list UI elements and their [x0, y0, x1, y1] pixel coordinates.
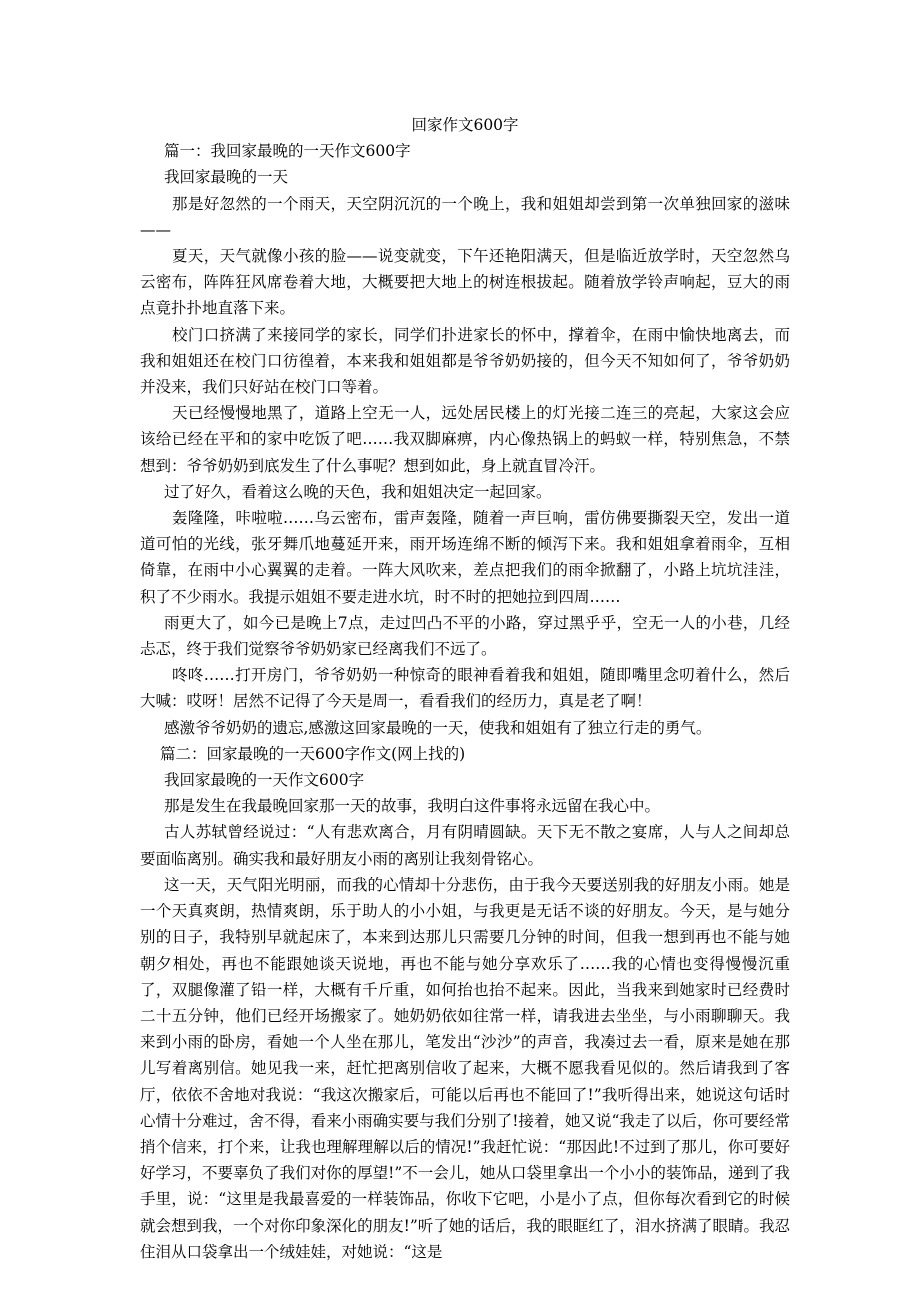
document-title: 回家作文600字	[411, 116, 519, 134]
paragraph: 我回家最晚的一天作文600字	[164, 771, 365, 790]
paragraph: 这一天，天气阳光明丽，而我的心情却十分悲伤，由于我今天要送别我的好朋友小雨。她是一个天真爽朗，热情爽朗，乐于助人的小小姐，与我更是无话不谈的好朋友。今天，是与她分别的日子，我特别早就起床了，本来到达那儿只需要几分钟的时间，但我一想到再也不能与她朝夕相处，再也不能跟她谈天说地，再也不能与她分享欢乐了……我的心情也变得慢慢沉重了，双腿像灌了铅一样，大概有千斤重，如何抬也抬不起来。因此，当我来到她家时已经费时二十五分钟，他们已经开场搬家了。她奶奶依如往常一样，请我进去坐坐，与小雨聊聊天。我来到小雨的卧房，看她一个人坐在那儿，笔发出“沙沙”的声音，我凑过去一看，原来是她在那儿写着离别信。她见我一来，赶忙把离别信收了起来，大概不愿我看见似的。然后请我到了客厅，依依不舍地对我说：“我这次搬家后，可能以后再也不能回了!”我听得出来，她说这句话时心情十分难过，舍不得，看来小雨确实要与我们分别了!接着，她又说“我走了以后，你可要经常捎个信来，打个来，让我也理解理解以后的情况!”我赶忙说：“那因此!不过到了那儿，你可要好好学习，不要辜负了我们对你的厚望!”不一会儿，她从口袋里拿出一个小小的装饰品，递到了我手里，说：“这里是我最喜爱的一样装饰品，你收下它吧，小是小了点，但你每次看到它的时候就会想到我，一个对你印象深化的朋友!”听了她的话后，我的眼眶红了，泪水挤满了眼睛。我忍住泪从口袋拿出一个绒娃娃，对她说：“这是	[140, 875, 790, 1261]
paragraph: 夏天，天气就像小孩的脸——说变就变，下午还艳阳满天，但是临近放学时，天空忽然乌云密布，阵阵狂风席卷着大地，大概要把大地上的树连根拔起。随着放学铃声响起，豆大的雨点竟扑扑地直落下来。	[140, 247, 790, 318]
document-page	[140, 112, 790, 1265]
paragraph: 我回家最晚的一天	[164, 168, 289, 187]
paragraph: 篇二：回家最晚的一天600字作文(网上找的)	[160, 744, 466, 763]
paragraph: 感激爷爷奶奶的遗忘,感激这回家最晚的一天，使我和姐姐有了独立行走的勇气。	[164, 718, 712, 737]
paragraph: 古人苏轼曾经说过：“人有悲欢离合，月有阴晴圆缺。天下无不散之宴席，人与人之间却总要面临离别。确实我和最好朋友小雨的离别让我刻骨铭心。	[140, 823, 790, 868]
document-body	[140, 138, 790, 1265]
paragraph: 校门口挤满了来接同学的家长，同学们扑进家长的怀中，撑着伞，在雨中愉快地离去，而我和姐姐还在校门口彷徨着，本来我和姐姐都是爷爷奶奶接的，但今天不知如何了，爷爷奶奶并没来，我们只好站在校门口等着。	[140, 325, 790, 397]
paragraph: 轰隆隆，咔啦啦……乌云密布，雷声轰隆，随着一声巨响，雷仿佛要撕裂天空，发出一道道可怕的光线，张牙舞爪地蔓延开来，雨开场连绵不断的倾泻下来。我和姐姐拿着雨伞，互相倚靠，在雨中小心翼翼的走着。一阵大风吹来，差点把我们的雨伞掀翻了，小路上坑坑洼洼，积了不少雨水。我提示姐姐不要走进水坑，时不时的把她拉到四周……	[140, 509, 790, 606]
paragraph: 那是发生在我最晚回家那一天的故事，我明白这件事将永远留在我心中。	[164, 797, 661, 816]
paragraph: 天已经慢慢地黑了，道路上空无一人，远处居民楼上的灯光接二连三的亮起，大家这会应该给已经在平和的家中吃饭了吧……我双脚麻痹，内心像热锅上的蚂蚁一样，特别焦急，不禁想到：爷爷奶奶到底发生了什么事呢？想到如此，身上就直冒冷汗。	[140, 404, 790, 475]
paragraph: 雨更大了，如今已是晚上7点，走过凹凸不平的小路，穿过黑乎乎，空无一人的小巷，几经忐忑，终于我们觉察爷爷奶奶家已经离我们不远了。	[140, 613, 790, 659]
paragraph: 过了好久，看着这么晚的天色，我和姐姐决定一起回家。	[164, 482, 552, 501]
paragraph: 咚咚……打开房门，爷爷奶奶一种惊奇的眼神看着我和姐姐，随即嘴里念叨着什么，然后大喊：哎呀！居然不记得了今天是周一，看看我们的经历力，真是老了啊！	[140, 666, 790, 711]
paragraph: 那是好忽然的一个雨天，天空阴沉沉的一个晚上，我和姐姐却尝到第一次单独回家的滋味——	[140, 194, 790, 239]
paragraph: 篇一：我回家最晚的一天作文600字	[164, 142, 411, 161]
